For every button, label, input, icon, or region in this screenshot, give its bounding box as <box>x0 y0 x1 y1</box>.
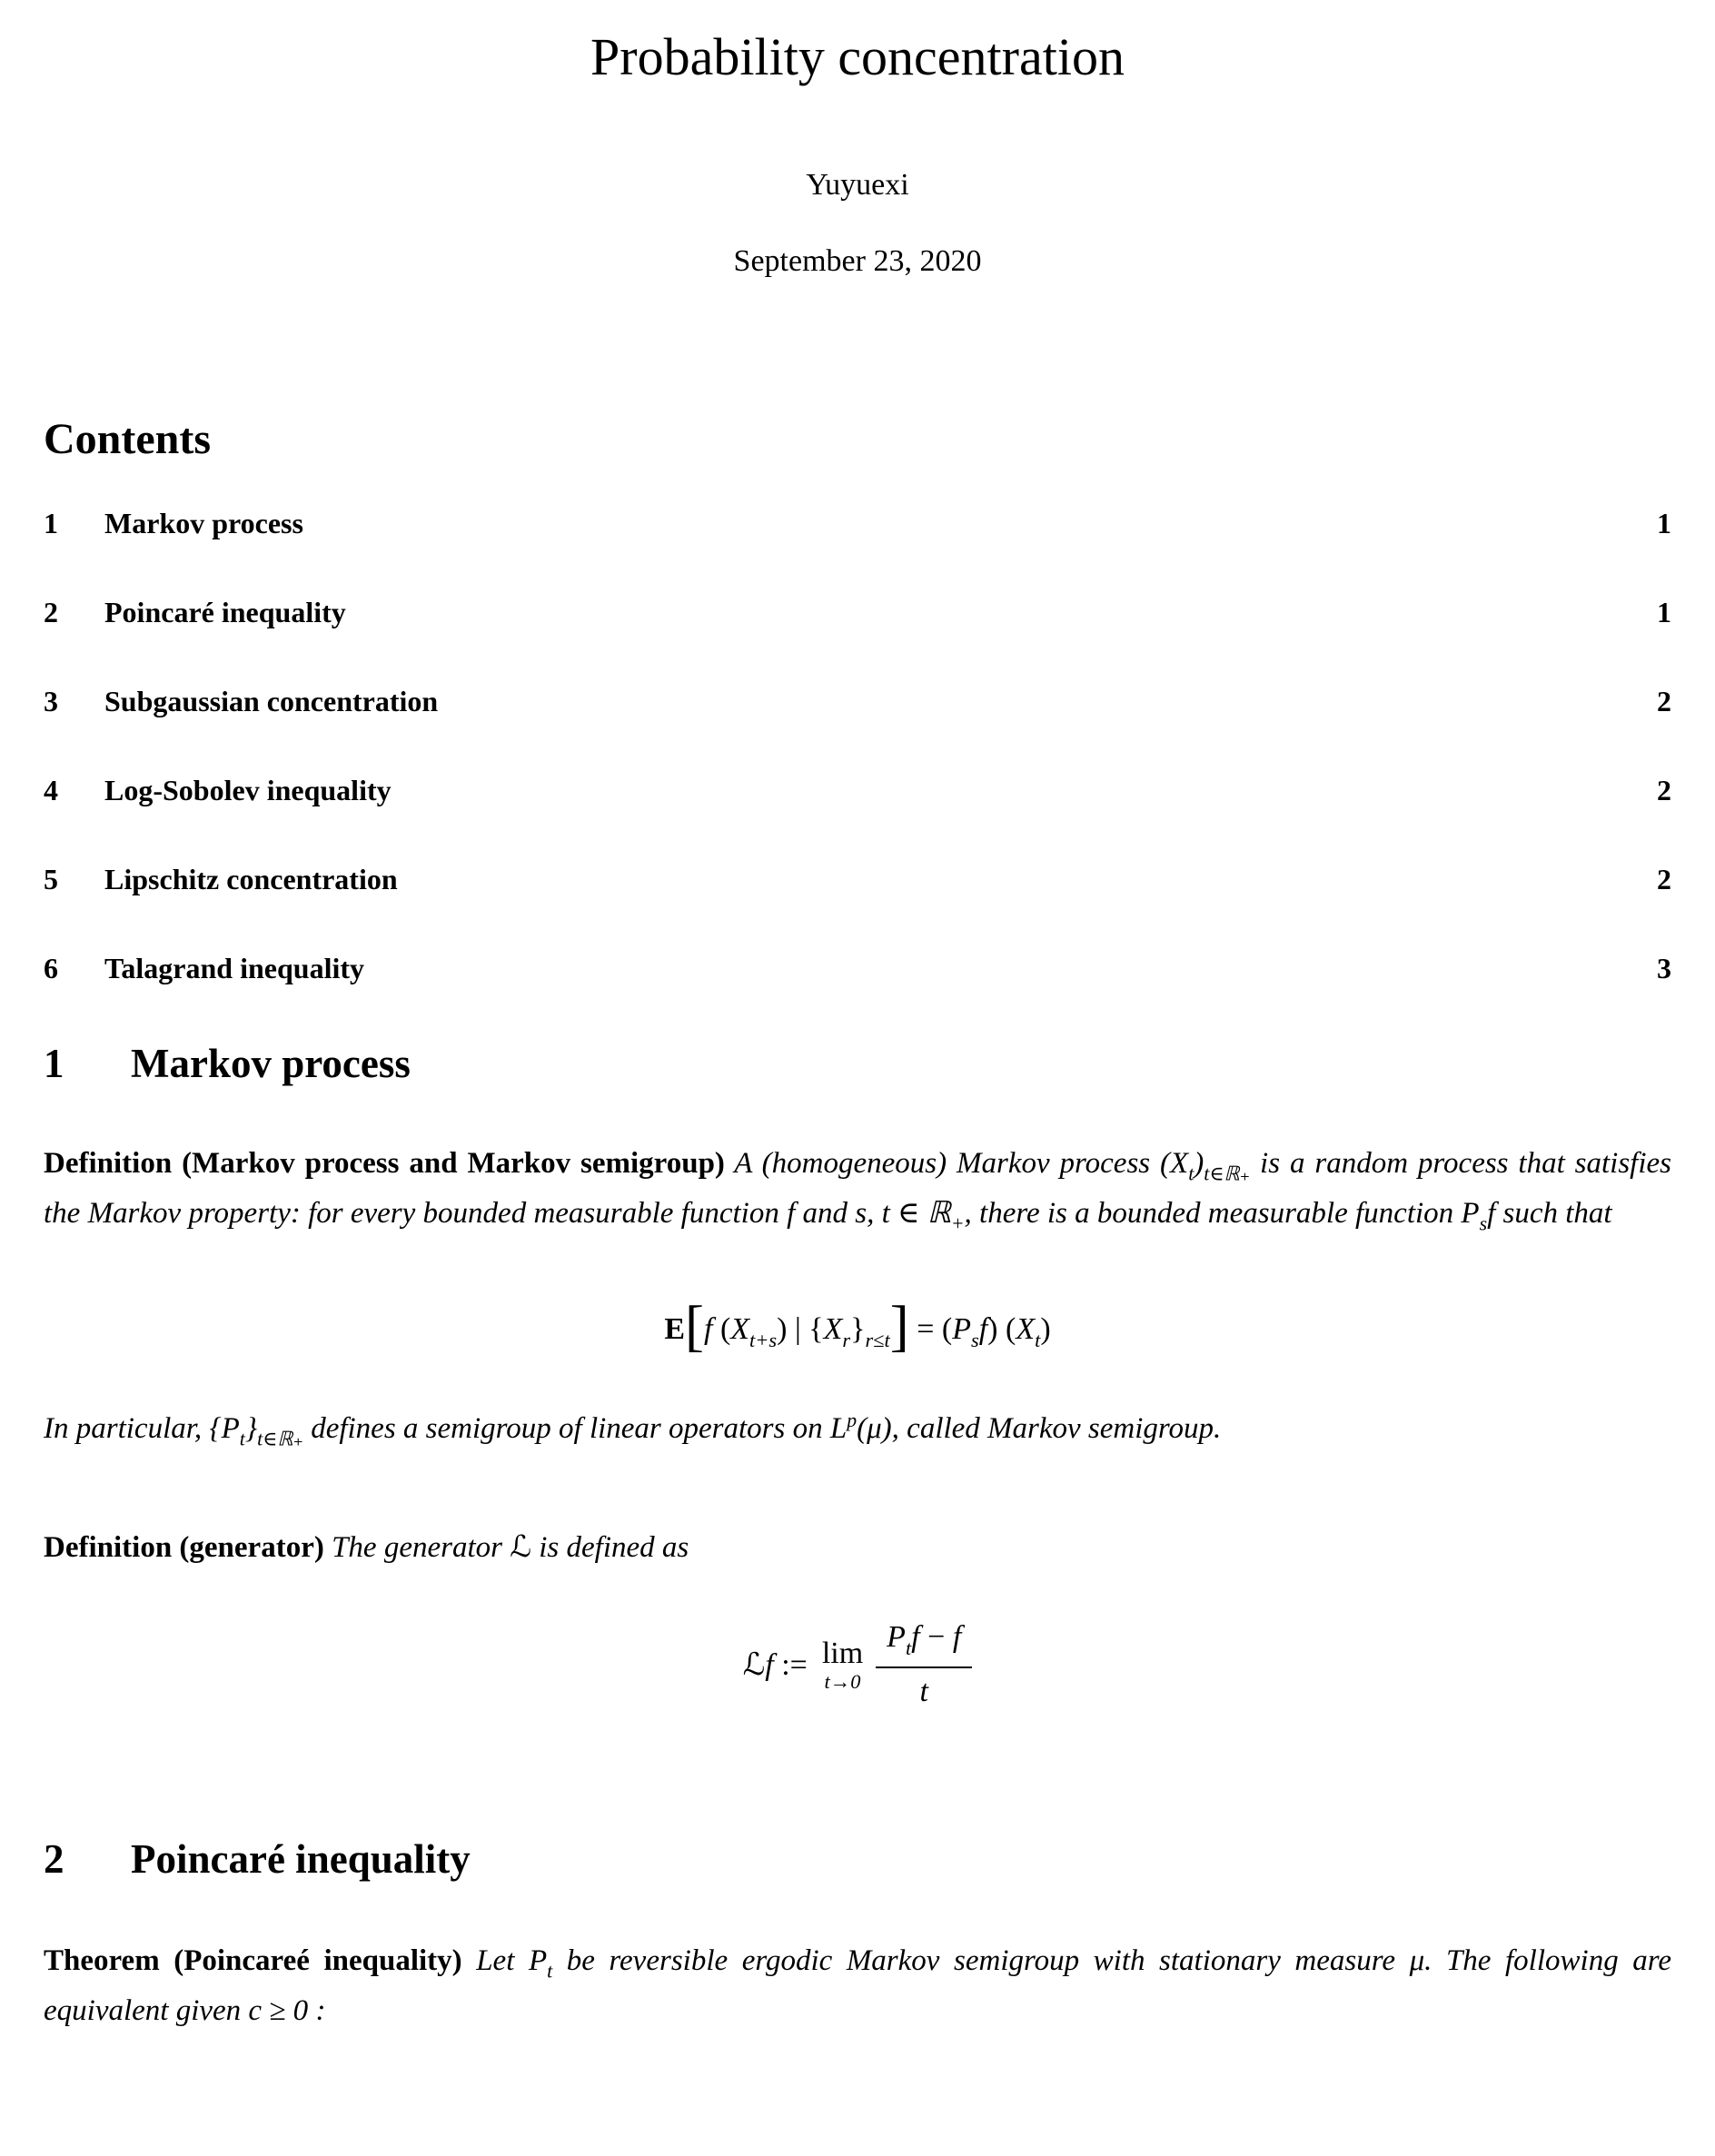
text-segment: t <box>919 1675 928 1709</box>
text-segment: defines a semigroup of linear operators on <box>302 1412 830 1446</box>
text-segment: := <box>773 1648 808 1683</box>
text-segment: X <box>730 1312 750 1347</box>
toc-entry-number: 6 <box>44 952 58 985</box>
text-segment: p <box>847 1409 858 1432</box>
text-segment: t∈ℝ₊ <box>1204 1162 1251 1185</box>
paragraph-in-particular <box>44 1404 1671 1454</box>
text-segment: , there is a bounded measurable function <box>964 1197 1462 1231</box>
text-segment: = ( <box>908 1312 953 1347</box>
text-segment: Let <box>461 1944 529 1978</box>
toc-entry-label: Poincaré inequality <box>104 596 346 629</box>
toc-page-number: 1 <box>1657 507 1671 540</box>
text-segment: be reversible ergodic Markov semigroup with stationary measure <box>552 1944 1410 1978</box>
text-segment: t <box>1188 1162 1195 1185</box>
text-segment: such that <box>1495 1197 1612 1231</box>
text-segment: ℒ <box>742 1648 766 1683</box>
text-segment: The generator <box>323 1531 511 1565</box>
fraction-denominator <box>919 1668 927 1709</box>
text-segment: E <box>664 1312 686 1347</box>
text-segment: f <box>703 1312 713 1347</box>
fraction-numerator <box>876 1620 972 1666</box>
text-segment: t <box>239 1428 245 1450</box>
equation-body <box>664 1293 1051 1358</box>
text-segment: } <box>244 1412 258 1446</box>
text-segment: is defined as <box>531 1531 689 1565</box>
text-segment: ( <box>712 1312 731 1347</box>
text-segment: Definition (generator) <box>44 1531 324 1565</box>
toc-entry-number: 5 <box>44 863 58 896</box>
toc-entry-label: Log-Sobolev inequality <box>104 774 392 807</box>
paragraph-theorem-poincare <box>44 1936 1671 2036</box>
author: Yuyuexi <box>806 167 909 202</box>
toc-item-talagrand-inequality <box>44 950 1671 986</box>
text-segment: } <box>850 1312 866 1347</box>
text-segment: ) ( <box>987 1312 1016 1347</box>
text-segment: A (homogeneous) Markov process <box>724 1147 1161 1181</box>
text-segment: is a random process that satisfies the Markov property: for every bounded measurable function <box>44 1147 1672 1231</box>
text-segment: f <box>1487 1197 1496 1231</box>
text-segment: ℒ <box>510 1531 532 1565</box>
text-segment: + <box>950 1212 965 1235</box>
text-segment: Theorem (Poincareé inequality) <box>44 1944 462 1978</box>
text-segment: f <box>787 1197 796 1231</box>
text-segment: t <box>905 1637 912 1660</box>
toc-page-number: 2 <box>1657 774 1671 807</box>
text-segment: s <box>1479 1212 1488 1235</box>
text-segment: t <box>1035 1329 1041 1352</box>
section-number: 2 <box>44 1836 64 1883</box>
text-segment: ] <box>889 1293 909 1358</box>
text-segment: f <box>765 1648 774 1683</box>
equation-lhs <box>743 1647 808 1683</box>
section-title: Poincaré inequality <box>131 1836 471 1883</box>
text-segment: (μ) <box>857 1412 892 1446</box>
toc-item-log-sobolev-inequality <box>44 772 1671 808</box>
text-segment: : <box>308 1994 326 2028</box>
text-segment: t∈ℝ₊ <box>257 1428 303 1450</box>
text-segment: f <box>911 1620 920 1655</box>
toc-page-number: 3 <box>1657 952 1671 985</box>
text-segment: s, t ∈ ℝ <box>855 1197 951 1231</box>
toc-entry-label: Lipschitz concentration <box>104 863 398 896</box>
section-number: 1 <box>44 1041 64 1087</box>
toc-entry-label: Talagrand inequality <box>104 952 365 985</box>
section-title: Markov process <box>131 1041 411 1087</box>
equation-generator <box>44 1597 1671 1733</box>
toc-page-number: 1 <box>1657 596 1671 629</box>
toc-entry-label: Markov process <box>104 507 303 540</box>
paragraph-definition-markov-process <box>44 1139 1671 1239</box>
lim-word: lim <box>821 1636 864 1670</box>
text-segment: , called Markov semigroup. <box>891 1412 1222 1446</box>
toc-page-number: 2 <box>1657 685 1671 718</box>
text-segment: ) | { <box>777 1312 824 1347</box>
section-heading-poincare-inequality <box>44 1835 1671 1884</box>
text-segment: s <box>970 1329 979 1352</box>
text-segment: X <box>823 1312 843 1347</box>
toc-entry-label: Subgaussian concentration <box>104 685 439 718</box>
text-segment: μ <box>1409 1944 1425 1978</box>
toc-entry-number: 3 <box>44 685 58 718</box>
text-segment: P <box>952 1312 971 1347</box>
contents-heading: Contents <box>44 414 212 463</box>
text-segment: t+s <box>749 1329 778 1352</box>
text-segment: L <box>829 1412 848 1446</box>
table-of-contents <box>44 505 1671 986</box>
text-segment: f <box>978 1312 988 1347</box>
toc-item-markov-process <box>44 505 1671 541</box>
text-segment: r≤t <box>865 1329 890 1352</box>
text-segment: P <box>221 1412 240 1446</box>
toc-entry-number: 2 <box>44 596 58 629</box>
text-segment: r <box>842 1329 851 1352</box>
text-segment: c ≥ 0 <box>248 1994 309 2028</box>
text-segment: t <box>547 1960 553 1983</box>
toc-entry-number: 1 <box>44 507 58 540</box>
paragraph-definition-generator <box>44 1523 1671 1573</box>
text-segment: f <box>952 1620 962 1655</box>
toc-page-number: 2 <box>1657 863 1671 896</box>
equation-markov-semigroup <box>44 1286 1671 1377</box>
section-heading-markov-process <box>44 1039 1671 1088</box>
text-segment: P <box>528 1944 548 1978</box>
text-segment: P <box>1461 1197 1480 1231</box>
text-segment: . The following are equivalent given <box>44 1944 1672 2028</box>
toc-item-poincare-inequality <box>44 594 1671 630</box>
toc-entry-number: 4 <box>44 774 58 807</box>
text-segment: [ <box>685 1293 704 1358</box>
toc-item-subgaussian-concentration <box>44 683 1671 719</box>
text-segment: and <box>795 1197 856 1231</box>
text-segment: ) <box>1194 1147 1204 1181</box>
text-segment: ) <box>1040 1312 1051 1347</box>
limit-operator <box>822 1637 863 1693</box>
text-segment: Definition (Markov process and Markov semigroup) <box>44 1147 725 1181</box>
text-segment: P <box>887 1620 906 1655</box>
fraction <box>876 1620 972 1709</box>
page-title: Probability concentration <box>590 27 1125 86</box>
text-segment: − <box>919 1620 953 1655</box>
toc-item-lipschitz-concentration <box>44 861 1671 897</box>
date: September 23, 2020 <box>733 243 982 278</box>
lim-subscript: t→0 <box>824 1670 861 1694</box>
text-segment: X <box>1016 1312 1036 1347</box>
text-segment: In particular, { <box>44 1412 222 1446</box>
text-segment: (X <box>1160 1147 1189 1181</box>
